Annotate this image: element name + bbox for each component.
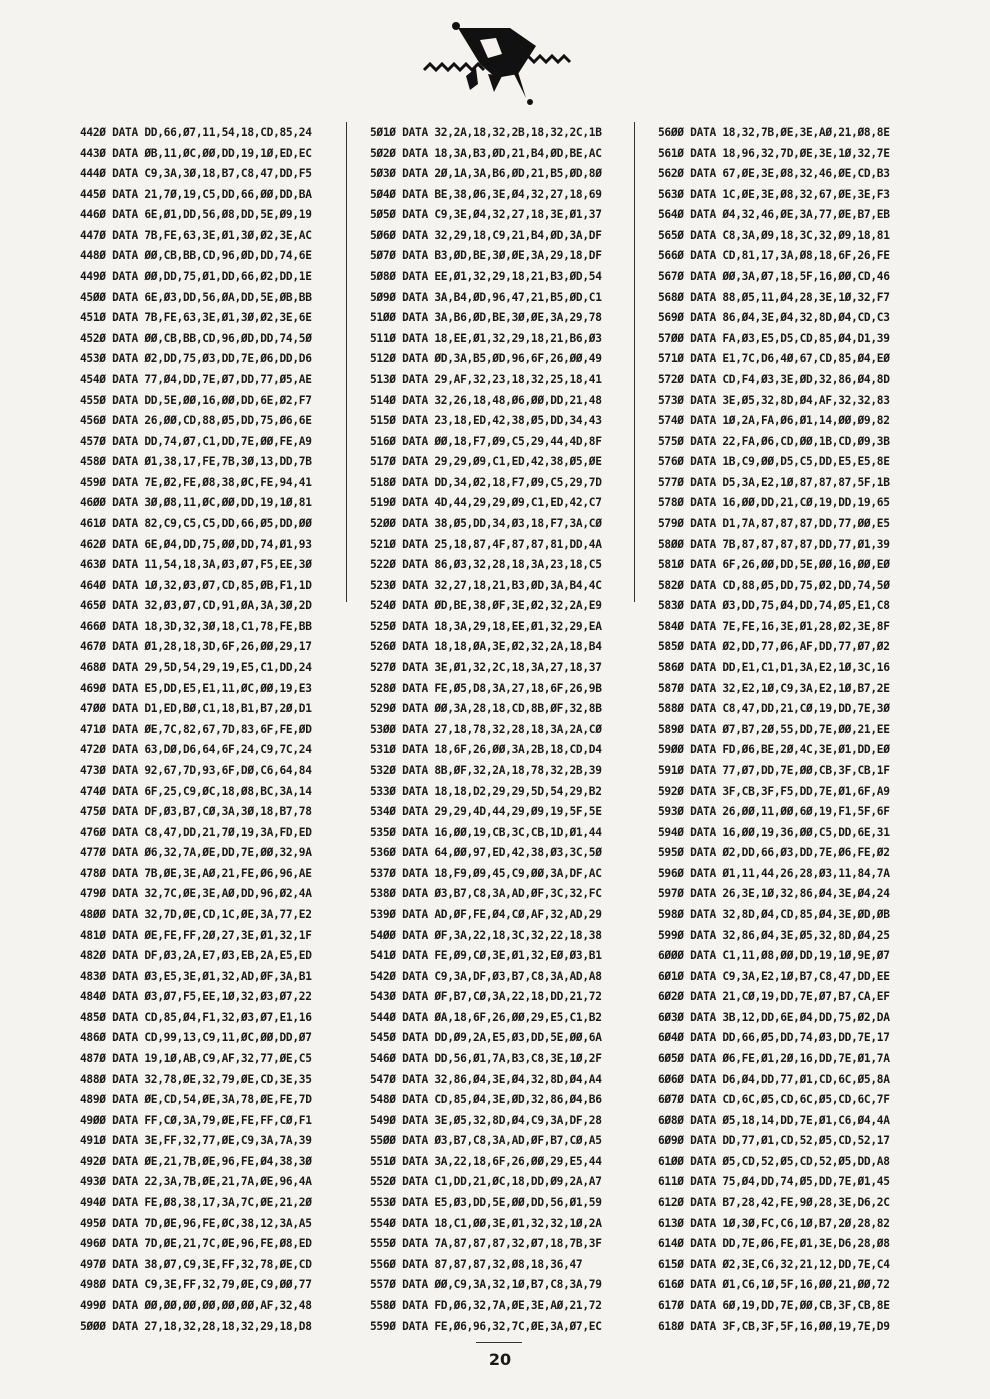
code-line: 564Ø DATA Ø4,32,46,ØE,3A,77,ØE,B7,EB [658,208,890,222]
code-line: 588Ø DATA C8,47,DD,21,CØ,19,DD,7E,3Ø [658,702,890,716]
listing-column-1 [80,123,380,1337]
code-line: 529Ø DATA ØØ,3A,28,18,CD,8B,ØF,32,8B [370,702,602,716]
code-line: 614Ø DATA DD,7E,Ø6,FE,Ø1,3E,D6,28,Ø8 [658,1237,890,1251]
code-line: 495Ø DATA 7D,ØE,96,FE,ØC,38,12,3A,A5 [80,1216,312,1230]
code-line: 583Ø DATA Ø3,DD,75,Ø4,DD,74,Ø5,E1,C8 [658,599,890,613]
code-line: 47ØØ DATA D1,ED,BØ,C1,18,B1,B7,2Ø,D1 [80,702,312,716]
code-line: 612Ø DATA B7,28,42,FE,9Ø,28,3E,D6,2C [658,1196,890,1210]
code-line: 484Ø DATA Ø3,Ø7,F5,EE,1Ø,32,Ø3,Ø7,22 [80,990,312,1004]
code-line: 535Ø DATA 16,ØØ,19,CB,3C,CB,1D,Ø1,44 [370,825,602,839]
code-line: 536Ø DATA 64,ØØ,97,ED,42,38,Ø3,3C,5Ø [370,846,602,860]
code-line: 494Ø DATA FE,Ø8,38,17,3A,7C,ØE,21,2Ø [80,1196,312,1210]
code-line: 6Ø6Ø DATA D6,Ø4,DD,77,Ø1,CD,6C,Ø5,8A [658,1072,890,1086]
code-line: 512Ø DATA ØD,3A,B5,ØD,96,6F,26,ØØ,49 [370,352,602,366]
code-line: 491Ø DATA 3E,FF,32,77,ØE,C9,3A,7A,39 [80,1134,312,1148]
code-line: 533Ø DATA 18,18,D2,29,29,5D,54,29,B2 [370,784,602,798]
code-line: 443Ø DATA ØB,11,ØC,ØØ,DD,19,1Ø,ED,EC [80,146,312,160]
code-line: 5Ø6Ø DATA 32,29,18,C9,21,B4,ØD,3A,DF [370,228,602,242]
code-line: 49ØØ DATA FF,CØ,3A,79,ØE,FE,FF,CØ,F1 [80,1113,312,1127]
code-line: 464Ø DATA 1Ø,32,Ø3,Ø7,CD,85,ØB,F1,1D [80,578,312,592]
code-line: 447Ø DATA 7B,FE,63,3E,Ø1,3Ø,Ø2,3E,AC [80,228,312,242]
code-line: 541Ø DATA FE,Ø9,CØ,3E,Ø1,32,EØ,Ø3,B1 [370,949,602,963]
code-line: 461Ø DATA 82,C9,C5,C5,DD,66,Ø5,DD,ØØ [80,516,312,530]
code-line: 465Ø DATA 32,Ø3,Ø7,CD,91,ØA,3A,3Ø,2D [80,599,312,613]
code-line: 551Ø DATA 3A,22,18,6F,26,ØØ,29,E5,44 [370,1154,602,1168]
code-line: 468Ø DATA 29,5D,54,29,19,E5,C1,DD,24 [80,661,312,675]
code-line: 448Ø DATA ØØ,CB,BB,CD,96,ØD,DD,74,6E [80,249,312,263]
code-line: 527Ø DATA 3E,Ø1,32,2C,18,3A,27,18,37 [370,661,602,675]
code-line: 498Ø DATA C9,3E,FF,32,79,ØE,C9,ØØ,77 [80,1278,312,1292]
code-line: 453Ø DATA Ø2,DD,75,Ø3,DD,7E,Ø6,DD,D6 [80,352,312,366]
code-line: 556Ø DATA 87,87,87,32,Ø8,18,36,47 [370,1257,583,1271]
code-line: 483Ø DATA Ø3,E5,3E,Ø1,32,AD,ØF,3A,B1 [80,969,312,983]
code-line: 592Ø DATA 3F,CB,3F,F5,DD,7E,Ø1,6F,A9 [658,784,890,798]
code-line: 5Ø9Ø DATA 3A,B4,ØD,96,47,21,B5,ØD,C1 [370,290,602,304]
code-line: 549Ø DATA 3E,Ø5,32,8D,Ø4,C9,3A,DF,28 [370,1113,602,1127]
code-line: 482Ø DATA DF,Ø3,2A,E7,Ø3,EB,2A,E5,ED [80,949,312,963]
code-line: 56ØØ DATA 18,32,7B,ØE,3E,AØ,21,Ø8,8E [658,126,890,139]
code-line: 477Ø DATA Ø6,32,7A,ØE,DD,7E,ØØ,32,9A [80,846,312,860]
code-line: 573Ø DATA 3E,Ø5,32,8D,Ø4,AF,32,32,83 [658,393,890,407]
code-line: 611Ø DATA 75,Ø4,DD,74,Ø5,DD,7E,Ø1,45 [658,1175,890,1189]
listing-column-3 [658,123,958,1337]
code-line: 478Ø DATA 7B,ØE,3E,AØ,21,FE,Ø6,96,AE [80,866,312,880]
code-line: 615Ø DATA Ø2,3E,C6,32,21,12,DD,7E,C4 [658,1257,890,1271]
code-line: 516Ø DATA ØØ,18,F7,Ø9,C5,29,44,4D,8F [370,434,602,448]
code-line: 589Ø DATA Ø7,B7,2Ø,55,DD,7E,ØØ,21,EE [658,722,890,736]
code-line: 6ØØØ DATA C1,11,Ø8,ØØ,DD,19,1Ø,9E,Ø7 [658,949,890,963]
code-line: 6Ø9Ø DATA DD,77,Ø1,CD,52,Ø5,CD,52,17 [658,1134,890,1148]
code-line: 586Ø DATA DD,E1,C1,D1,3A,E2,1Ø,3C,16 [658,661,890,675]
code-line: 48ØØ DATA 32,7D,ØE,CD,1C,ØE,3A,77,E2 [80,907,312,921]
code-line: 445Ø DATA 21,7Ø,19,C5,DD,66,ØØ,DD,BA [80,187,312,201]
code-line: 51ØØ DATA 3A,B6,ØD,BE,3Ø,ØE,3A,29,78 [370,311,602,325]
code-line: 598Ø DATA 32,8D,Ø4,CD,85,Ø4,3E,ØD,ØB [658,907,890,921]
code-line: 571Ø DATA E1,7C,D6,4Ø,67,CD,85,Ø4,EØ [658,352,890,366]
code-line: 456Ø DATA 26,ØØ,CD,88,Ø5,DD,75,Ø6,6E [80,414,312,428]
code-line: 617Ø DATA 6Ø,19,DD,7E,ØØ,CB,3F,CB,8E [658,1298,890,1312]
code-line: 5Ø7Ø DATA B3,ØD,BE,3Ø,ØE,3A,29,18,DF [370,249,602,263]
code-line: 518Ø DATA DD,34,Ø2,18,F7,Ø9,C5,29,7D [370,475,602,489]
page-number: 20 [488,1350,512,1369]
logo-icon [418,18,578,108]
code-line: 578Ø DATA 16,ØØ,DD,21,CØ,19,DD,19,65 [658,496,890,510]
code-line: 458Ø DATA Ø1,38,17,FE,7B,3Ø,13,DD,7B [80,455,312,469]
code-line: 57ØØ DATA FA,Ø3,E5,D5,CD,85,Ø4,D1,39 [658,331,890,345]
code-line: 5Ø5Ø DATA C9,3E,Ø4,32,27,18,3E,Ø1,37 [370,208,602,222]
code-line: 593Ø DATA 26,ØØ,11,ØØ,6Ø,19,F1,5F,6F [658,805,890,819]
code-line: 521Ø DATA 25,18,87,4F,87,87,81,DD,4A [370,537,602,551]
code-line: 455Ø DATA DD,5E,ØØ,16,ØØ,DD,6E,Ø2,F7 [80,393,312,407]
code-line: 581Ø DATA 6F,26,ØØ,DD,5E,ØØ,16,ØØ,EØ [658,558,890,572]
code-line: 53ØØ DATA 27,18,78,32,28,18,3A,2A,CØ [370,722,602,736]
code-line: 6Ø2Ø DATA 21,CØ,19,DD,7E,Ø7,B7,CA,EF [658,990,890,1004]
code-line: 462Ø DATA 6E,Ø4,DD,75,ØØ,DD,74,Ø1,93 [80,537,312,551]
code-line: 444Ø DATA C9,3A,3Ø,18,B7,C8,47,DD,F5 [80,167,312,181]
code-line: 543Ø DATA ØF,B7,CØ,3A,22,18,DD,21,72 [370,990,602,1004]
code-line: 584Ø DATA 7E,FE,16,3E,Ø1,28,Ø2,3E,8F [658,619,890,633]
code-line: 475Ø DATA DF,Ø3,B7,CØ,3A,3Ø,18,B7,78 [80,805,312,819]
code-line: 558Ø DATA FD,Ø6,32,7A,ØE,3E,AØ,21,72 [370,1298,602,1312]
page-number-rule [476,1342,522,1343]
code-line: 563Ø DATA 1C,ØE,3E,Ø8,32,67,ØE,3E,F3 [658,187,890,201]
code-line: 52ØØ DATA 38,Ø5,DD,34,Ø3,18,F7,3A,CØ [370,516,602,530]
code-line: 572Ø DATA CD,F4,Ø3,3E,ØD,32,86,Ø4,8D [658,372,890,386]
code-line: 472Ø DATA 63,DØ,D6,64,6F,24,C9,7C,24 [80,743,312,757]
code-line: 595Ø DATA Ø2,DD,66,Ø3,DD,7E,Ø6,FE,Ø2 [658,846,890,860]
code-line: 58ØØ DATA 7B,87,87,87,87,DD,77,Ø1,39 [658,537,890,551]
code-line: 474Ø DATA 6F,25,C9,ØC,18,Ø8,BC,3A,14 [80,784,312,798]
code-line: 525Ø DATA 18,3A,29,18,EE,Ø1,32,29,EA [370,619,602,633]
code-line: 487Ø DATA 19,1Ø,AB,C9,AF,32,77,ØE,C5 [80,1052,312,1066]
code-line: 565Ø DATA C8,3A,Ø9,18,3C,32,Ø9,18,81 [658,228,890,242]
code-line: 528Ø DATA FE,Ø5,D8,3A,27,18,6F,26,9B [370,681,602,695]
code-line: 552Ø DATA C1,DD,21,ØC,18,DD,Ø9,2A,A7 [370,1175,602,1189]
code-line: 59ØØ DATA FD,Ø6,BE,2Ø,4C,3E,Ø1,DD,EØ [658,743,890,757]
code-line: 576Ø DATA 1B,C9,ØØ,D5,C5,DD,E5,E5,8E [658,455,890,469]
code-line: 567Ø DATA ØØ,3A,Ø7,18,5F,16,ØØ,CD,46 [658,270,890,284]
code-line: 449Ø DATA ØØ,DD,75,Ø1,DD,66,Ø2,DD,1E [80,270,312,284]
code-line: 553Ø DATA E5,Ø3,DD,5E,ØØ,DD,56,Ø1,59 [370,1196,602,1210]
code-line: 6Ø8Ø DATA Ø5,18,14,DD,7E,Ø1,C6,Ø4,4A [658,1113,890,1127]
code-line: 555Ø DATA 7A,87,87,87,32,Ø7,18,7B,3F [370,1237,602,1251]
code-line: 54ØØ DATA ØF,3A,22,18,3C,32,22,18,38 [370,928,602,942]
code-line: 548Ø DATA CD,85,Ø4,3E,ØD,32,86,Ø4,B6 [370,1093,602,1107]
code-line: 459Ø DATA 7E,Ø2,FE,Ø8,38,ØC,FE,94,41 [80,475,312,489]
code-line: 5Ø3Ø DATA 2Ø,1A,3A,B6,ØD,21,B5,ØD,8Ø [370,167,602,181]
code-line: 488Ø DATA 32,78,ØE,32,79,ØE,CD,3E,35 [80,1072,312,1086]
code-line: 457Ø DATA DD,74,Ø7,C1,DD,7E,ØØ,FE,A9 [80,434,312,448]
code-line: 515Ø DATA 23,18,ED,42,38,Ø5,DD,34,43 [370,414,602,428]
code-line: 479Ø DATA 32,7C,ØE,3E,AØ,DD,96,Ø2,4A [80,887,312,901]
code-line: 476Ø DATA C8,47,DD,21,7Ø,19,3A,FD,ED [80,825,312,839]
code-line: 587Ø DATA 32,E2,1Ø,C9,3A,E2,1Ø,B7,2E [658,681,890,695]
code-line: 467Ø DATA Ø1,28,18,3D,6F,26,ØØ,29,17 [80,640,312,654]
code-line: 511Ø DATA 18,EE,Ø1,32,29,18,21,B6,Ø3 [370,331,602,345]
code-line: 561Ø DATA 18,96,32,7D,ØE,3E,1Ø,32,7E [658,146,890,160]
code-line: 55ØØ DATA Ø3,B7,C8,3A,AD,ØF,B7,CØ,A5 [370,1134,602,1148]
code-line: 591Ø DATA 77,Ø7,DD,7E,ØØ,CB,3F,CB,1F [658,763,890,777]
code-line: 514Ø DATA 32,26,18,48,Ø6,ØØ,DD,21,48 [370,393,602,407]
code-line: 574Ø DATA 1Ø,2A,FA,Ø6,Ø1,14,ØØ,Ø9,82 [658,414,890,428]
code-line: 522Ø DATA 86,Ø3,32,28,18,3A,23,18,C5 [370,558,602,572]
code-line: 463Ø DATA 11,54,18,3A,Ø3,Ø7,F5,EE,3Ø [80,558,312,572]
code-line: 569Ø DATA 86,Ø4,3E,Ø4,32,8D,Ø4,CD,C3 [658,311,890,325]
code-line: 492Ø DATA ØE,21,7B,ØE,96,FE,Ø4,38,3Ø [80,1154,312,1168]
code-line: 489Ø DATA ØE,CD,54,ØE,3A,78,ØE,FE,7D [80,1093,312,1107]
code-line: 547Ø DATA 32,86,Ø4,3E,Ø4,32,8D,Ø4,A4 [370,1072,602,1086]
code-line: 6Ø4Ø DATA DD,66,Ø5,DD,74,Ø3,DD,7E,17 [658,1031,890,1045]
code-line: 597Ø DATA 26,3E,1Ø,32,86,Ø4,3E,Ø4,24 [658,887,890,901]
code-line: 452Ø DATA ØØ,CB,BB,CD,96,ØD,DD,74,5Ø [80,331,312,345]
code-line: 6Ø1Ø DATA C9,3A,E2,1Ø,B7,C8,47,DD,EE [658,969,890,983]
code-line: 451Ø DATA 7B,FE,63,3E,Ø1,3Ø,Ø2,3E,6E [80,311,312,325]
code-line: 517Ø DATA 29,29,Ø9,C1,ED,42,38,Ø5,ØE [370,455,602,469]
code-line: 585Ø DATA Ø2,DD,77,Ø6,AF,DD,77,Ø7,Ø2 [658,640,890,654]
code-line: 481Ø DATA ØE,FE,FF,2Ø,27,3E,Ø1,32,1F [80,928,312,942]
code-line: 582Ø DATA CD,88,Ø5,DD,75,Ø2,DD,74,5Ø [658,578,890,592]
code-line: 594Ø DATA 16,ØØ,19,36,ØØ,C5,DD,6E,31 [658,825,890,839]
code-line: 466Ø DATA 18,3D,32,3Ø,18,C1,78,FE,BB [80,619,312,633]
code-line: 446Ø DATA 6E,Ø1,DD,56,Ø8,DD,5E,Ø9,19 [80,208,312,222]
listing-column-2 [370,123,670,1337]
code-line: 5Ø8Ø DATA EE,Ø1,32,29,18,21,B3,ØD,54 [370,270,602,284]
code-line: 545Ø DATA DD,Ø9,2A,E5,Ø3,DD,5E,ØØ,6A [370,1031,602,1045]
code-line: 523Ø DATA 32,27,18,21,B3,ØD,3A,B4,4C [370,578,602,592]
code-line: 538Ø DATA Ø3,B7,C8,3A,AD,ØF,3C,32,FC [370,887,602,901]
code-line: 537Ø DATA 18,F9,Ø9,45,C9,ØØ,3A,DF,AC [370,866,602,880]
code-line: 534Ø DATA 29,29,4D,44,29,Ø9,19,5F,5E [370,805,602,819]
code-line: 6Ø7Ø DATA CD,6C,Ø5,CD,6C,Ø5,CD,6C,7F [658,1093,890,1107]
code-line: 546Ø DATA DD,56,Ø1,7A,B3,C8,3E,1Ø,2F [370,1052,602,1066]
code-line: 499Ø DATA ØØ,ØØ,ØØ,ØØ,ØØ,ØØ,AF,32,48 [80,1298,312,1312]
code-line: 46ØØ DATA 3Ø,Ø8,11,ØC,ØØ,DD,19,1Ø,81 [80,496,312,510]
code-line: 577Ø DATA D5,3A,E2,1Ø,87,87,87,5F,1B [658,475,890,489]
code-line: 513Ø DATA 29,AF,32,23,18,32,25,18,41 [370,372,602,386]
code-line: 454Ø DATA 77,Ø4,DD,7E,Ø7,DD,77,Ø5,AE [80,372,312,386]
code-line: 469Ø DATA E5,DD,E5,E1,11,ØC,ØØ,19,E3 [80,681,312,695]
code-line: 497Ø DATA 38,Ø7,C9,3E,FF,32,78,ØE,CD [80,1257,312,1271]
code-line: 5ØØØ DATA 27,18,32,28,18,32,29,18,D8 [80,1319,312,1333]
code-line: 6Ø3Ø DATA 3B,12,DD,6E,Ø4,DD,75,Ø2,DA [658,1010,890,1024]
code-line: 544Ø DATA ØA,18,6F,26,ØØ,29,E5,C1,B2 [370,1010,602,1024]
code-line: 531Ø DATA 18,6F,26,ØØ,3A,2B,18,CD,D4 [370,743,602,757]
code-line: 471Ø DATA ØE,7C,82,67,7D,83,6F,FE,ØD [80,722,312,736]
code-line: 5Ø4Ø DATA BE,38,Ø6,3E,Ø4,32,27,18,69 [370,187,602,201]
code-line: 554Ø DATA 18,C1,ØØ,3E,Ø1,32,32,1Ø,2A [370,1216,602,1230]
code-line: 568Ø DATA 88,Ø5,11,Ø4,28,3E,1Ø,32,F7 [658,290,890,304]
code-line: 519Ø DATA 4D,44,29,29,Ø9,C1,ED,42,C7 [370,496,602,510]
code-line: 618Ø DATA 3F,CB,3F,5F,16,ØØ,19,7E,D9 [658,1319,890,1333]
code-line: 599Ø DATA 32,86,Ø4,3E,Ø5,32,8D,Ø4,25 [658,928,890,942]
code-line: 496Ø DATA 7D,ØE,21,7C,ØE,96,FE,Ø8,ED [80,1237,312,1251]
code-line: 532Ø DATA 8B,ØF,32,2A,18,78,32,2B,39 [370,763,602,777]
code-line: 5Ø1Ø DATA 32,2A,18,32,2B,18,32,2C,1B [370,126,602,139]
code-line: 539Ø DATA AD,ØF,FE,Ø4,CØ,AF,32,AD,29 [370,907,602,921]
code-line: 486Ø DATA CD,99,13,C9,11,ØC,ØØ,DD,Ø7 [80,1031,312,1045]
code-line: 485Ø DATA CD,85,Ø4,F1,32,Ø3,Ø7,E1,16 [80,1010,312,1024]
code-line: 579Ø DATA D1,7A,87,87,87,DD,77,ØØ,E5 [658,516,890,530]
code-line: 6Ø5Ø DATA Ø6,FE,Ø1,2Ø,16,DD,7E,Ø1,7A [658,1052,890,1066]
code-line: 542Ø DATA C9,3A,DF,Ø3,B7,C8,3A,AD,A8 [370,969,602,983]
code-line: 566Ø DATA CD,81,17,3A,Ø8,18,6F,26,FE [658,249,890,263]
code-line: 613Ø DATA 1Ø,3Ø,FC,C6,1Ø,B7,2Ø,28,82 [658,1216,890,1230]
code-line: 473Ø DATA 92,67,7D,93,6F,DØ,C6,64,84 [80,763,312,777]
code-line: 493Ø DATA 22,3A,7B,ØE,21,7A,ØE,96,4A [80,1175,312,1189]
code-line: 557Ø DATA ØØ,C9,3A,32,1Ø,B7,C8,3A,79 [370,1278,602,1292]
code-line: 61ØØ DATA Ø5,CD,52,Ø5,CD,52,Ø5,DD,A8 [658,1154,890,1168]
code-line: 562Ø DATA 67,ØE,3E,Ø8,32,46,ØE,CD,B3 [658,167,890,181]
code-line: 442Ø DATA DD,66,Ø7,11,54,18,CD,85,24 [80,126,312,139]
code-line: 526Ø DATA 18,18,ØA,3E,Ø2,32,2A,18,B4 [370,640,602,654]
code-line: 575Ø DATA 22,FA,Ø6,CD,ØØ,1B,CD,Ø9,3B [658,434,890,448]
code-line: 5Ø2Ø DATA 18,3A,B3,ØD,21,B4,ØD,BE,AC [370,146,602,160]
code-line: 616Ø DATA Ø1,C6,1Ø,5F,16,ØØ,21,ØØ,72 [658,1278,890,1292]
code-line: 596Ø DATA Ø1,11,44,26,28,Ø3,11,84,7A [658,866,890,880]
code-line: 559Ø DATA FE,Ø6,96,32,7C,ØE,3A,Ø7,EC [370,1319,602,1333]
code-line: 524Ø DATA ØD,BE,38,ØF,3E,Ø2,32,2A,E9 [370,599,602,613]
code-line: 45ØØ DATA 6E,Ø3,DD,56,ØA,DD,5E,ØB,BB [80,290,312,304]
